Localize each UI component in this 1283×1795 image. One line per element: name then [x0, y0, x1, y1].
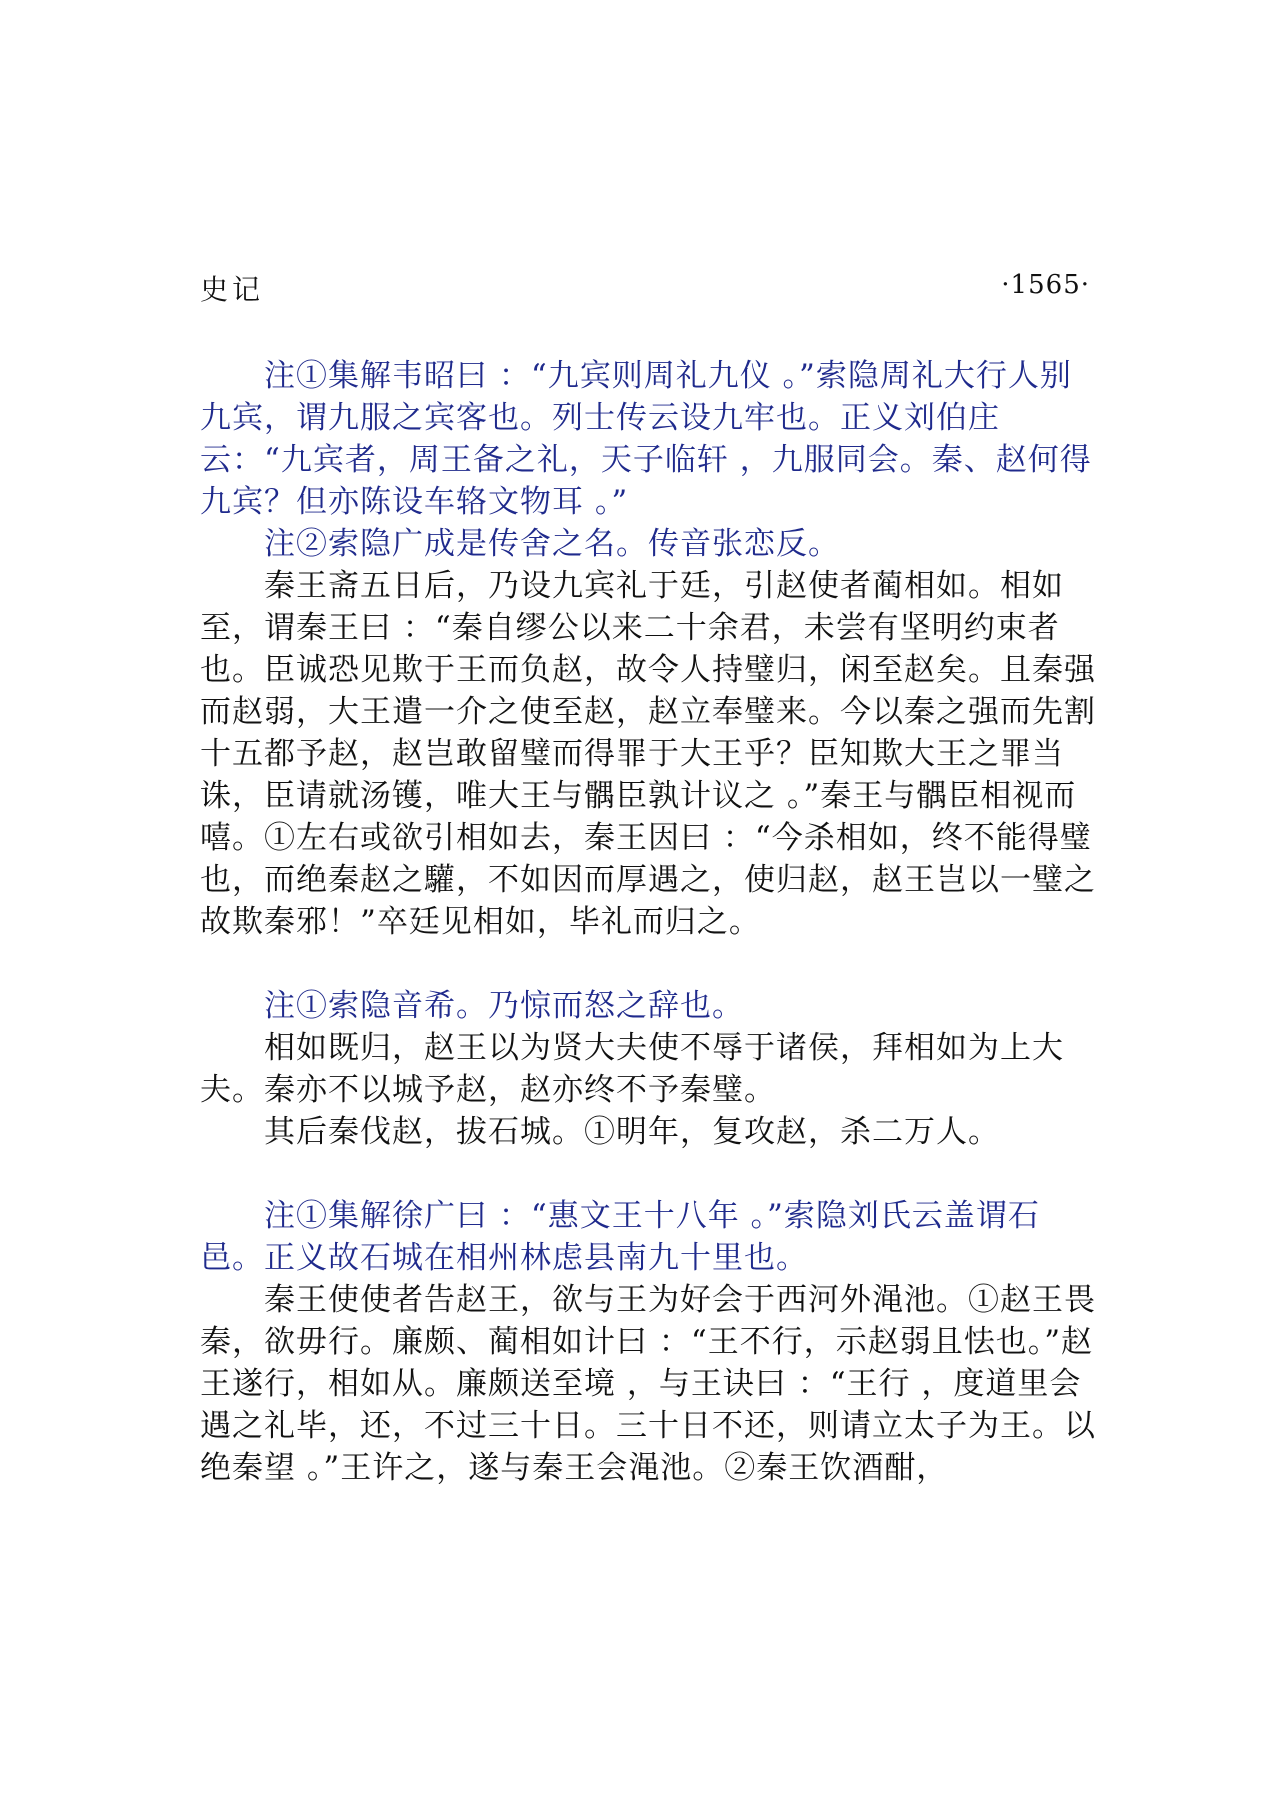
page-number: ·1565·	[1001, 270, 1090, 300]
text-paragraph: 秦王使使者告赵王，欲与王为好会于西河外渑池。①赵王畏秦，欲毋行。廉颇、蔺相如计曰 ：“王不行，示赵弱且怯也。”赵王遂行，相如从。廉颇送至境 ，与王诀曰 ：“王行 ，度道里会遇之礼毕，还，不过三十日。三十日不还，则请立太子为王。以绝秦望 。”王许之，遂与秦王会渑池。②秦王饮酒酣，	[200, 1282, 1096, 1486]
page-header	[200, 268, 1090, 308]
text-paragraph: 其后秦伐赵，拔石城。①明年，复攻赵，杀二万人。	[264, 1114, 1000, 1150]
paragraph-gap	[200, 1153, 1100, 1195]
annotation-paragraph: 注①集解徐广曰 ：“惠文王十八年 。”索隐刘氏云盖谓石邑。正义故石城在相州林虑县南九十里也。	[200, 1198, 1040, 1276]
page-body	[200, 355, 1100, 1489]
annotation-paragraph: 注①集解韦昭曰 ：“九宾则周礼九仪 。”索隐周礼大行人别九宾，谓九服之宾客也。列士传云设九牢也。正义刘伯庄云：“九宾者，周王备之礼，天子临轩 ，九服同会。秦、赵何得九宾？但亦陈设车辂文物耳 。”	[200, 358, 1092, 520]
book-title: 史记	[200, 273, 265, 306]
text-paragraph: 相如既归，赵王以为贤大夫使不辱于诸侯，拜相如为上大夫。秦亦不以城予赵，赵亦终不予秦璧。	[200, 1030, 1064, 1108]
paragraph-gap	[200, 943, 1100, 985]
annotation-paragraph: 注②索隐广成是传舍之名。传音张恋反。	[264, 526, 840, 562]
text-paragraph: 秦王斋五日后，乃设九宾礼于廷，引赵使者蔺相如。相如至，谓秦王曰 ：“秦自缪公以来二十余君，未尝有坚明约束者也。臣诚恐见欺于王而负赵，故令人持璧归，闲至赵矣。且秦强而赵弱，大王遣一介之使至赵，赵立奉璧来。今以秦之强而先割十五都予赵，赵岂敢留璧而得罪于大王乎？臣知欺大王之罪当诛，臣请就汤镬，唯大王与髃臣孰计议之 。”秦王与髃臣相视而嘻。①左右或欲引相如去，秦王因曰 ：“今杀相如，终不能得璧也，而绝秦赵之驩，不如因而厚遇之，使归赵，赵王岂以一璧之故欺秦邪！”卒廷见相如，毕礼而归之。	[200, 568, 1096, 940]
annotation-paragraph: 注①索隐音希。乃惊而怒之辞也。	[264, 988, 744, 1024]
